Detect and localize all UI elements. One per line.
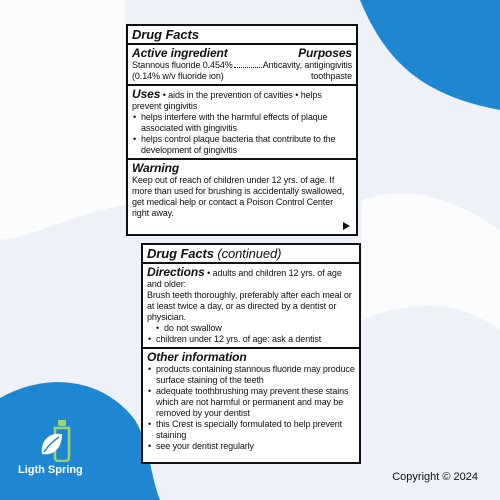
dot-leader bbox=[234, 60, 262, 68]
ingredient-purpose: Anticavity, antigingivitis bbox=[262, 60, 352, 70]
warning-text: Keep out of reach of children under 12 yrs. of age. If more than used for brushing is accidentally swallowed, get medical help or contact a Poison Control Center right away. bbox=[132, 175, 345, 218]
mid-right-wave bbox=[362, 193, 500, 330]
other-information-list bbox=[147, 364, 355, 452]
ingredient-name: Stannous fluoride 0.454% bbox=[132, 60, 233, 70]
uses-section bbox=[128, 86, 356, 158]
list-item: • adequate toothbrushing may prevent these stains which are not harmful or permanent and may be removed by your dentist bbox=[147, 386, 355, 419]
directions-text: Brush teeth thoroughly, preferably after each meal or at least twice a day, or as directed by a dentist or physician. bbox=[147, 290, 352, 322]
uses-heading: Uses bbox=[132, 87, 161, 101]
drug-facts-panel bbox=[126, 24, 358, 236]
brand-logo bbox=[18, 418, 108, 488]
active-ingredient-section bbox=[128, 45, 356, 84]
copyright-text: Copyright © 2024 bbox=[392, 471, 478, 483]
ingredient-note: (0.14% w/v fluoride ion) bbox=[132, 71, 224, 81]
panel-title: Drug Facts bbox=[147, 246, 214, 261]
bottle-leaf-icon bbox=[36, 418, 76, 462]
directions-inline: • adults and children 12 yrs. of age and older: bbox=[147, 268, 342, 289]
list-item: • helps interfere with the harmful effects of plaque associated with gingivitis bbox=[132, 112, 352, 134]
uses-list bbox=[132, 112, 352, 156]
list-item: • products containing stannous fluoride may produce surface staining of the teeth bbox=[147, 364, 355, 386]
directions-list bbox=[147, 323, 355, 345]
purposes-heading: Purposes bbox=[298, 46, 352, 60]
directions-heading: Directions bbox=[147, 265, 205, 279]
list-item: • children under 12 yrs. of age: ask a dentist bbox=[147, 334, 355, 345]
top-left-wave bbox=[0, 0, 125, 240]
list-item: • helps control plaque bacteria that contribute to the development of gingivitis bbox=[132, 134, 352, 156]
warning-section bbox=[128, 160, 356, 221]
uses-inline-item: • aids in the prevention of cavities bbox=[160, 90, 293, 100]
ingredient-purpose-2: toothpaste bbox=[310, 71, 352, 81]
directions-section bbox=[143, 264, 359, 347]
drug-facts-continued-panel bbox=[141, 243, 361, 464]
brand-name: Ligth Spring bbox=[18, 464, 83, 476]
top-right-wave bbox=[360, 0, 500, 110]
list-item: • see your dentist regularly bbox=[147, 441, 355, 452]
continue-arrow-icon bbox=[343, 222, 350, 230]
uses-inline-item: • helps prevent gingivitis bbox=[132, 90, 322, 111]
panel-title: Drug Facts bbox=[132, 27, 199, 42]
warning-heading: Warning bbox=[132, 161, 180, 175]
other-information-heading: Other information bbox=[147, 350, 247, 364]
other-information-section bbox=[143, 349, 359, 454]
list-item: • do not swallow bbox=[147, 323, 355, 334]
list-item: • this Crest is specially formulated to help prevent staining bbox=[147, 419, 355, 441]
panel-title-suffix: (continued) bbox=[217, 246, 282, 261]
active-ingredient-heading: Active ingredient bbox=[132, 46, 228, 60]
